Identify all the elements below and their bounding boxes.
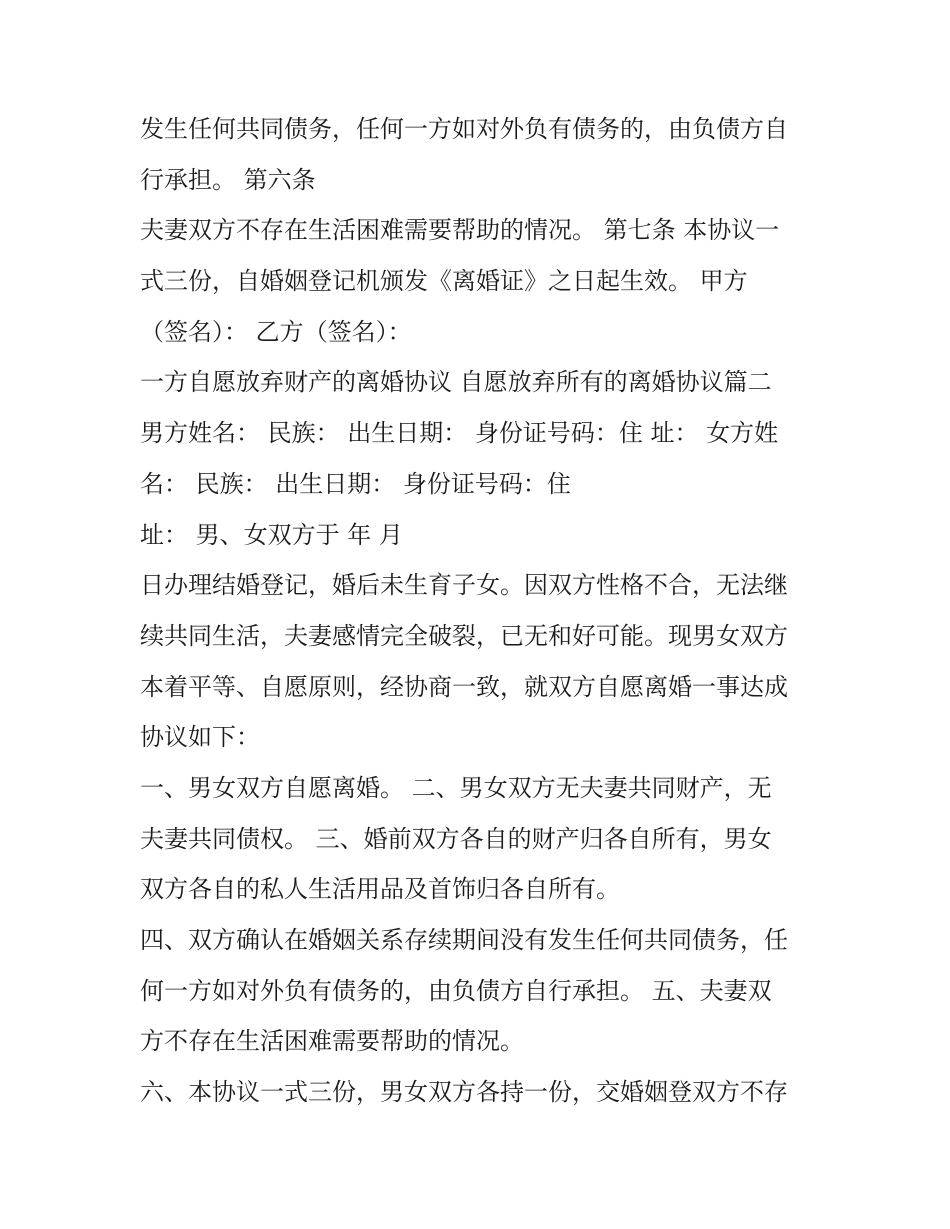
- text-line: 行承担。 第六条: [140, 165, 316, 194]
- text-line: 日办理结婚登记，婚后未生育子女。因双方性格不合，无法继: [140, 571, 788, 600]
- text-line: 址： 男、女双方于 年 月: [140, 520, 403, 549]
- document-body: [140, 104, 820, 1118]
- text-line: 夫妻双方不存在生活困难需要帮助的情况。 第七条 本协议一: [140, 216, 780, 245]
- text-line: 名： 民族： 出生日期： 身份证号码：住: [140, 469, 571, 498]
- text-line: 续共同生活，夫妻感情完全破裂，已无和好可能。现男女双方: [140, 621, 788, 650]
- text-line: 一方自愿放弃财产的离婚协议 自愿放弃所有的离婚协议篇二: [140, 368, 772, 397]
- text-line: 协议如下：: [140, 723, 260, 752]
- text-line: 何一方如对外负有债务的，由负债方自行承担。 五、夫妻双: [140, 976, 772, 1005]
- text-line: 双方各自的私人生活用品及首饰归各自所有。: [140, 875, 620, 904]
- text-line: （签名）： 乙方（签名）：: [140, 317, 412, 346]
- text-line: 发生任何共同债务，任何一方如对外负有债务的，由负债方自: [140, 115, 788, 143]
- text-line: 夫妻共同债权。 三、婚前双方各自的财产归各自所有，男女: [140, 824, 772, 853]
- text-line: 男方姓名： 民族： 出生日期： 身份证号码：住 址： 女方姓: [140, 419, 779, 448]
- text-line: 四、双方确认在婚姻关系存续期间没有发生任何共同债务，任: [140, 926, 788, 954]
- text-line: 本着平等、自愿原则，经协商一致，就双方自愿离婚一事达成: [140, 672, 788, 701]
- text-line: 一、男女双方自愿离婚。 二、男女双方无夫妻共同财产，无: [140, 773, 772, 802]
- text-line: 式三份，自婚姻登记机颁发《离婚证》之日起生效。 甲方: [140, 267, 748, 296]
- text-line: 方不存在生活困难需要帮助的情况。: [140, 1027, 524, 1056]
- text-line: 六、本协议一式三份，男女双方各持一份，交婚姻登双方不存: [140, 1078, 788, 1107]
